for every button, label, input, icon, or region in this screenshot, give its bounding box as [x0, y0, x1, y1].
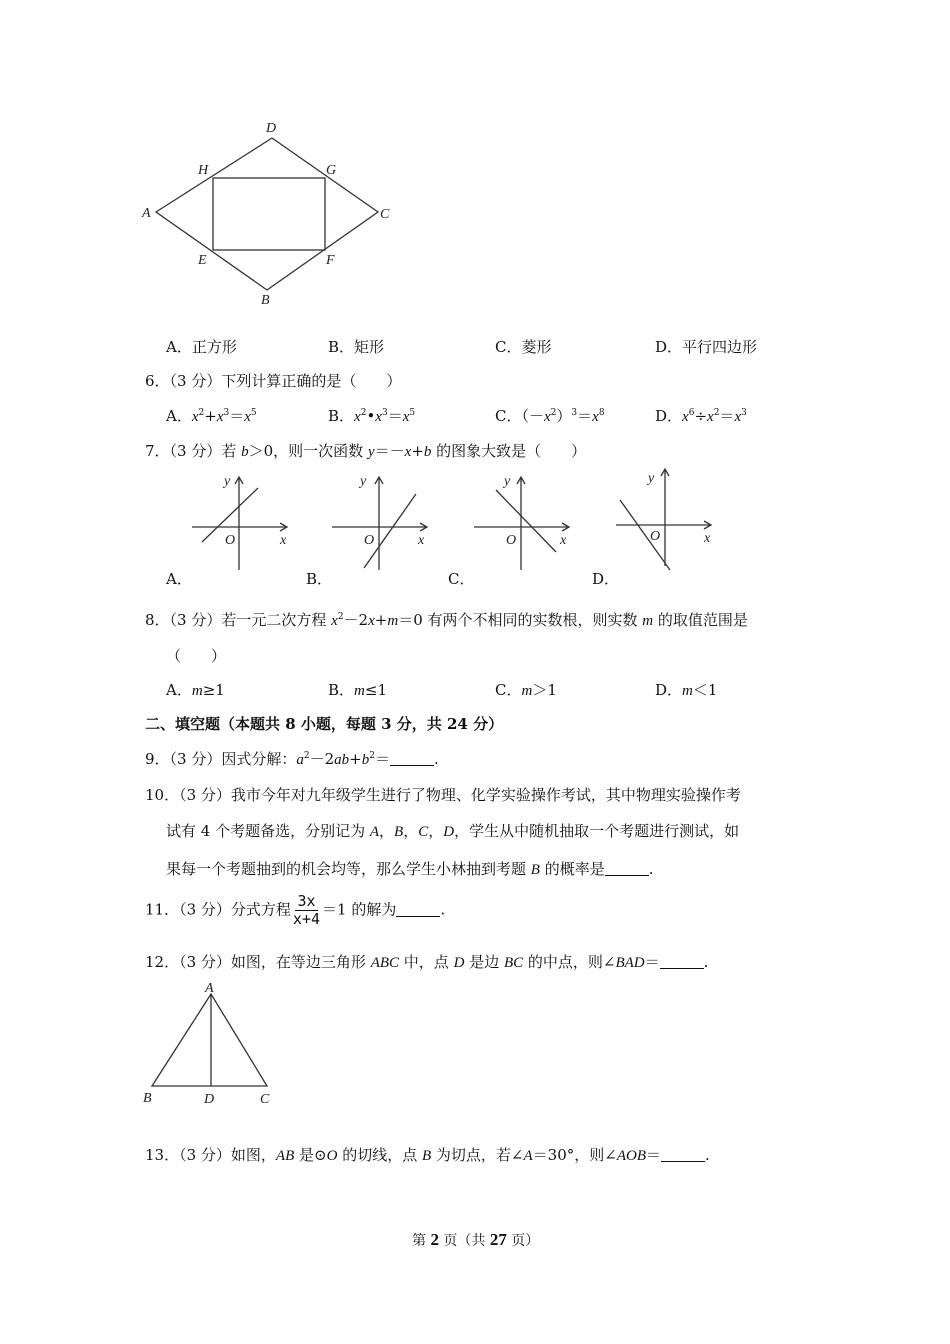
label-f: F [326, 253, 335, 268]
axis-label-x: x [418, 533, 425, 548]
triangle-abc [152, 994, 267, 1086]
axis-label-x: x [704, 531, 711, 546]
q6-option-d: D．$x^6\div x^2=x^3$ [655, 407, 747, 425]
rhombus-shape [156, 138, 378, 290]
q10-stem-line2: 试有 4 个考题备选，分别记为 A，B，C，D，学生从中随机抽取一个考题进行测试，如 [166, 822, 740, 840]
q8-option-c: C．m＞1 [495, 681, 557, 699]
q13-stem: 13．（3 分）如图，AB 是⊙O 的切线，点 B 为切点，若∠A＝30°，则∠AOB＝ . [145, 1146, 710, 1164]
origin-label: O [364, 533, 375, 548]
inner-rectangle [213, 178, 325, 250]
q6-option-b: B．$x^2•x^3=x^5$ [328, 407, 416, 425]
answer-blank[interactable] [661, 1147, 705, 1162]
label-c: C [380, 207, 390, 222]
fraction: $\frac{3x}{x+4}$ [292, 892, 321, 928]
q12-stem: 12．（3 分）如图，在等边三角形 ABC 中，点 D 是边 BC 的中点，则∠BAD＝ . [145, 953, 709, 971]
q8-option-b: B．m≤1 [328, 681, 387, 699]
q8-stem-line2: （ ） [166, 647, 227, 665]
q7-stem: 7．（3 分）若 b＞0，则一次函数 y＝－x+b 的图象大致是（ ） [145, 442, 587, 460]
label-e: E [198, 253, 207, 268]
q5-option-b: B．矩形 [328, 338, 385, 356]
answer-blank[interactable] [660, 954, 704, 969]
q7-option-b: B． [306, 570, 333, 588]
answer-blank[interactable] [605, 861, 649, 876]
q8-option-a: A．m≥1 [166, 681, 225, 699]
label-g: G [326, 163, 337, 178]
q7-option-c: C． [448, 570, 475, 588]
q6-option-a: A．$x^2+x^3=x^5$ [166, 407, 257, 425]
q6-stem: 6．（3 分）下列计算正确的是（ ） [145, 372, 402, 390]
q7-graph-b [328, 470, 438, 574]
label-a: A [205, 981, 214, 996]
q8-stem-line1: 8．（3 分）若一元二次方程 $x^2-2x+m=0$ 有两个不相同的实数根，则实数 m 的取值范围是 [145, 611, 748, 629]
answer-blank[interactable] [396, 902, 440, 917]
q7-option-d: D． [592, 570, 620, 588]
q9-stem: 9．（3 分）因式分解：$a^2-2ab+b^2=$ . [145, 750, 439, 768]
label-a: A [142, 206, 151, 221]
q7-option-a: A． [166, 570, 192, 588]
page-footer: 第 2 页（共 27 页） [412, 1230, 540, 1249]
axis-label-x: x [560, 533, 567, 548]
q5-option-a: A．正方形 [166, 338, 237, 356]
label-b: B [261, 293, 270, 308]
axis-label-y: y [360, 474, 367, 489]
axis-label-y: y [224, 474, 231, 489]
q11-stem: 11．（3 分）分式方程 $\frac{3x}{x+4}$ ＝1 的解为 . [145, 892, 446, 928]
axis-label-y: y [504, 474, 511, 489]
q5-option-d: D．平行四边形 [655, 338, 758, 356]
q7-graph-d [612, 462, 722, 574]
label-d: D [266, 121, 277, 136]
origin-label: O [225, 533, 236, 548]
triangle-figure [140, 976, 280, 1110]
label-h: H [198, 163, 209, 178]
label-d: D [204, 1092, 215, 1107]
q10-stem-line1: 10．（3 分）我市今年对九年级学生进行了物理、化学实验操作考试，其中物理实验操作考 [145, 786, 741, 804]
section-2-title: 二、填空题（本题共 8 小题，每题 3 分，共 24 分） [145, 715, 504, 733]
axis-label-x: x [280, 533, 287, 548]
answer-blank[interactable] [390, 751, 434, 766]
label-c: C [260, 1092, 270, 1107]
origin-label: O [506, 533, 517, 548]
label-b: B [143, 1091, 152, 1106]
q6-option-c: C．$(-x^2)^3=x^8$ [495, 407, 605, 425]
origin-label: O [650, 529, 661, 544]
q8-option-d: D．m＜1 [655, 681, 718, 699]
q5-option-c: C．菱形 [495, 338, 552, 356]
rhombus-figure [140, 118, 400, 310]
q7-graph-a [188, 470, 298, 574]
axis-label-y: y [648, 471, 655, 486]
q10-stem-line3: 果每一个考题抽到的机会均等，那么学生小林抽到考题 B 的概率是 . [166, 860, 654, 878]
q7-graph-c [470, 470, 580, 574]
